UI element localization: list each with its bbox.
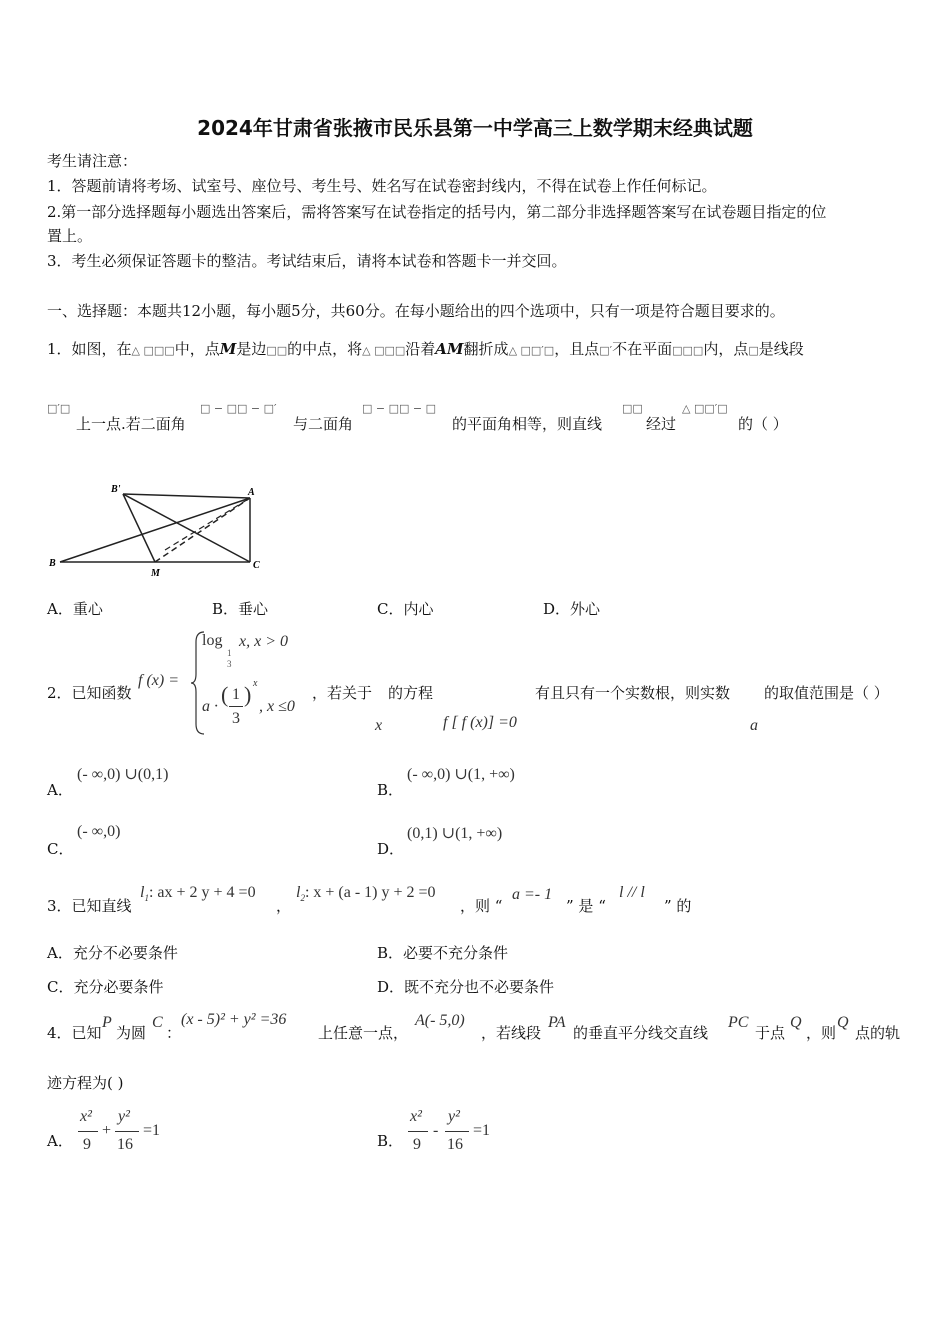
missing-glyph: △ □□′□ [508, 344, 555, 357]
q1-option-c: C．内心 [377, 600, 434, 618]
q3-text3: ” 的 [664, 897, 692, 915]
q1-line2-e: 的（ ） [738, 415, 788, 433]
l2-equation: : x + (a - 1) y + 2 =0 [304, 884, 436, 901]
fraction-bar [115, 1131, 139, 1132]
q4-t1: 为圆 [116, 1024, 147, 1042]
q2-option-c-label: C． [47, 840, 74, 858]
q1-line2-b: 与二面角 [293, 415, 354, 433]
q1-text: 1．如图，在 [47, 340, 132, 358]
q2-case1 [202, 632, 222, 650]
q1-text: 的中点，将 [287, 340, 363, 358]
q4-lead: 4．已知 [47, 1024, 102, 1042]
label-c: C [253, 560, 260, 571]
label-b: B [49, 558, 56, 569]
q4-q1: Q [790, 1014, 802, 1031]
q4-t6: 于点 [755, 1024, 786, 1042]
q1-text: 是线段 [758, 340, 804, 358]
paren-left: ( [221, 682, 229, 707]
q4-a-frac-x: x² [80, 1108, 92, 1125]
q1-text: 是边 [236, 340, 267, 358]
q4-pa: PA [548, 1014, 566, 1031]
fraction-bar [229, 706, 243, 707]
q3-option-b: B．必要不充分条件 [377, 944, 509, 962]
q2-option-a-math: (- ∞,0) ∪(0,1) [77, 766, 169, 783]
q1-option-d: D．外心 [543, 600, 601, 618]
q1-text: 翻折成 [463, 340, 509, 358]
q4-t5: 的垂直平分线交直线 [573, 1024, 709, 1042]
q2-option-d-label: D． [377, 840, 405, 858]
q3-parallel: l // l [619, 884, 645, 901]
q2-option-c-math: (- ∞,0) [77, 823, 121, 840]
notice-heading: 考生请注意： [47, 152, 138, 170]
q4-b-den-9: 9 [413, 1136, 421, 1153]
q4-p: P [102, 1014, 112, 1031]
missing-glyph: □ [748, 344, 759, 357]
q1-line-am: AM [435, 340, 464, 358]
label-bp: B' [111, 484, 121, 495]
q3-lead: 3．已知直线 [47, 897, 132, 915]
missing-glyph: □′□ [47, 402, 71, 415]
l1-sub: 1 [144, 893, 149, 904]
q3-l1 [140, 884, 256, 903]
q4-a-den-16: 16 [117, 1136, 133, 1153]
q2-text4: 的取值范围是（ ） [764, 684, 889, 702]
q4-a-plus: + [102, 1122, 112, 1139]
notice-item-3: 3．考生必须保证答题卡的整洁。考试结束后，请将本试卷和答题卡一并交回。 [47, 252, 567, 270]
q1-option-b: B．垂心 [212, 600, 269, 618]
l2-sub: 2 [300, 893, 305, 904]
q1-text: 中，点 [174, 340, 220, 358]
q1-figure [45, 480, 275, 580]
missing-glyph: □□ [266, 344, 288, 357]
page-title: 2024年甘肃省张掖市民乐县第一中学高三上数学期末经典试题 [197, 116, 753, 140]
segment-bpa [123, 494, 250, 498]
q3-text2: ” 是 “ [566, 897, 606, 915]
missing-glyph: □□□ [672, 344, 704, 357]
q3-text1: ，则 “ [460, 897, 503, 915]
q3-comma: ， [276, 897, 292, 915]
l1-equation: : ax + 2 y + 4 =0 [148, 884, 256, 901]
q2-case2-rest: , x ≤0 [259, 698, 295, 715]
missing-glyph: △ □□□ [131, 344, 175, 357]
q4-b-minus: - [433, 1122, 439, 1139]
q2-text2: 的方程 [388, 684, 434, 702]
missing-glyph: □ − □□ − □′ [200, 402, 277, 415]
q2-a: a [750, 717, 758, 734]
q2-option-b-label: B． [377, 781, 404, 799]
paren-right: ) [244, 682, 252, 707]
q2-text1: ，若关于 [312, 684, 373, 702]
missing-glyph: △ □□′□ [682, 402, 728, 415]
q4-circle-eq: (x - 5)² + y² =36 [181, 1011, 287, 1028]
q2-case2-den: 3 [232, 710, 240, 727]
q4-a-eq: =1 [143, 1122, 161, 1139]
q1-line2-a: 上一点.若二面角 [76, 415, 186, 433]
q2-equation: f [ f (x)] =0 [443, 714, 517, 731]
q3-option-a: A．充分不必要条件 [47, 944, 178, 962]
q4-option-b-label: B． [377, 1132, 404, 1150]
q4-t8: 点的轨 [855, 1024, 901, 1042]
q4-a-den-9: 9 [83, 1136, 91, 1153]
q2-option-d-math: (0,1) ∪(1, +∞) [407, 825, 503, 842]
q3-l2 [296, 884, 436, 903]
segment-am-dashed [155, 498, 250, 562]
q2-x: x [375, 717, 383, 734]
q1-text: ，且点 [554, 340, 600, 358]
q1-text: 不在平面 [612, 340, 673, 358]
q4-line2: 迹方程为( ) [47, 1074, 124, 1092]
q1-text: 内，点 [703, 340, 749, 358]
missing-glyph: □ − □□ − □ [362, 402, 436, 415]
q1-line2-c: 的平面角相等，则直线 [452, 415, 603, 433]
notice-item-1: 1．答题前请将考场、试室号、座位号、考生号、姓名写在试卷密封线内，不得在试卷上作任何标记。 [47, 177, 717, 195]
q4-b-den-16: 16 [447, 1136, 463, 1153]
q4-b-frac-y: y² [448, 1108, 460, 1125]
l1-symbol: l [140, 884, 145, 901]
label-a: A [248, 487, 255, 498]
q3-option-c: C．充分必要条件 [47, 978, 164, 996]
q4-point-a: A(- 5,0) [415, 1012, 465, 1029]
fraction-bar [408, 1131, 428, 1132]
label-m: M [151, 568, 160, 579]
log-base-num: 1 [227, 648, 232, 658]
log-base-den: 3 [227, 659, 232, 669]
q2-lead: 2．已知函数 [47, 684, 132, 702]
q4-pc: PC [728, 1014, 749, 1031]
q4-t4: ，若线段 [481, 1024, 542, 1042]
q2-case2-exp: x [253, 678, 258, 689]
segment-ba [60, 498, 250, 562]
fraction-bar [78, 1131, 98, 1132]
fraction-bar [445, 1131, 469, 1132]
missing-glyph: □□ [622, 402, 643, 415]
q4-t3: 上任意一点， [318, 1024, 409, 1042]
notice-item-2: 2.第一部分选择题每小题选出答案后，需将答案写在试卷指定的括号内，第二部分非选择题答案写在试卷题目指定的位 [47, 203, 827, 221]
q4-option-a-label: A． [47, 1132, 73, 1150]
q1-point-m: M [219, 340, 237, 358]
q2-text3: 有且只有一个实数根，则实数 [535, 684, 731, 702]
q4-c: C [152, 1014, 163, 1031]
q2-option-a-label: A． [47, 781, 73, 799]
q4-a-frac-y: y² [118, 1108, 130, 1125]
log-text: log [202, 632, 223, 649]
q1-option-a: A．重心 [47, 600, 103, 618]
q4-b-eq: =1 [473, 1122, 491, 1139]
q2-case1-rest: x, x > 0 [239, 633, 288, 650]
q4-b-frac-x: x² [410, 1108, 422, 1125]
notice-item-2-cont: 置上。 [47, 227, 93, 245]
missing-glyph: □′ [599, 344, 613, 357]
l2-symbol: l [296, 884, 301, 901]
q2-log-base [227, 648, 232, 669]
q2-case2-a: a · [202, 698, 218, 715]
q1-text: 沿着 [405, 340, 436, 358]
section-heading: 一、选择题：本题共12小题，每小题5分，共60分。在每小题给出的四个选项中，只有一项是符合题目要求的。 [47, 302, 785, 320]
q3-condition: a =- 1 [512, 886, 553, 903]
question-1-line-1 [47, 338, 907, 362]
segment-bpm [123, 494, 155, 562]
q4-t7: ，则 [806, 1024, 837, 1042]
q3-option-d: D．既不充分也不必要条件 [377, 978, 555, 996]
missing-glyph: △ □□□ [362, 344, 406, 357]
q1-line2-d: 经过 [646, 415, 677, 433]
q2-fx: f (x) = [138, 672, 179, 689]
q4-t2: ： [166, 1024, 182, 1042]
q4-q2: Q [837, 1014, 849, 1031]
q2-case2-num: 1 [232, 686, 240, 703]
q2-option-b-math: (- ∞,0) ∪(1, +∞) [407, 766, 515, 783]
